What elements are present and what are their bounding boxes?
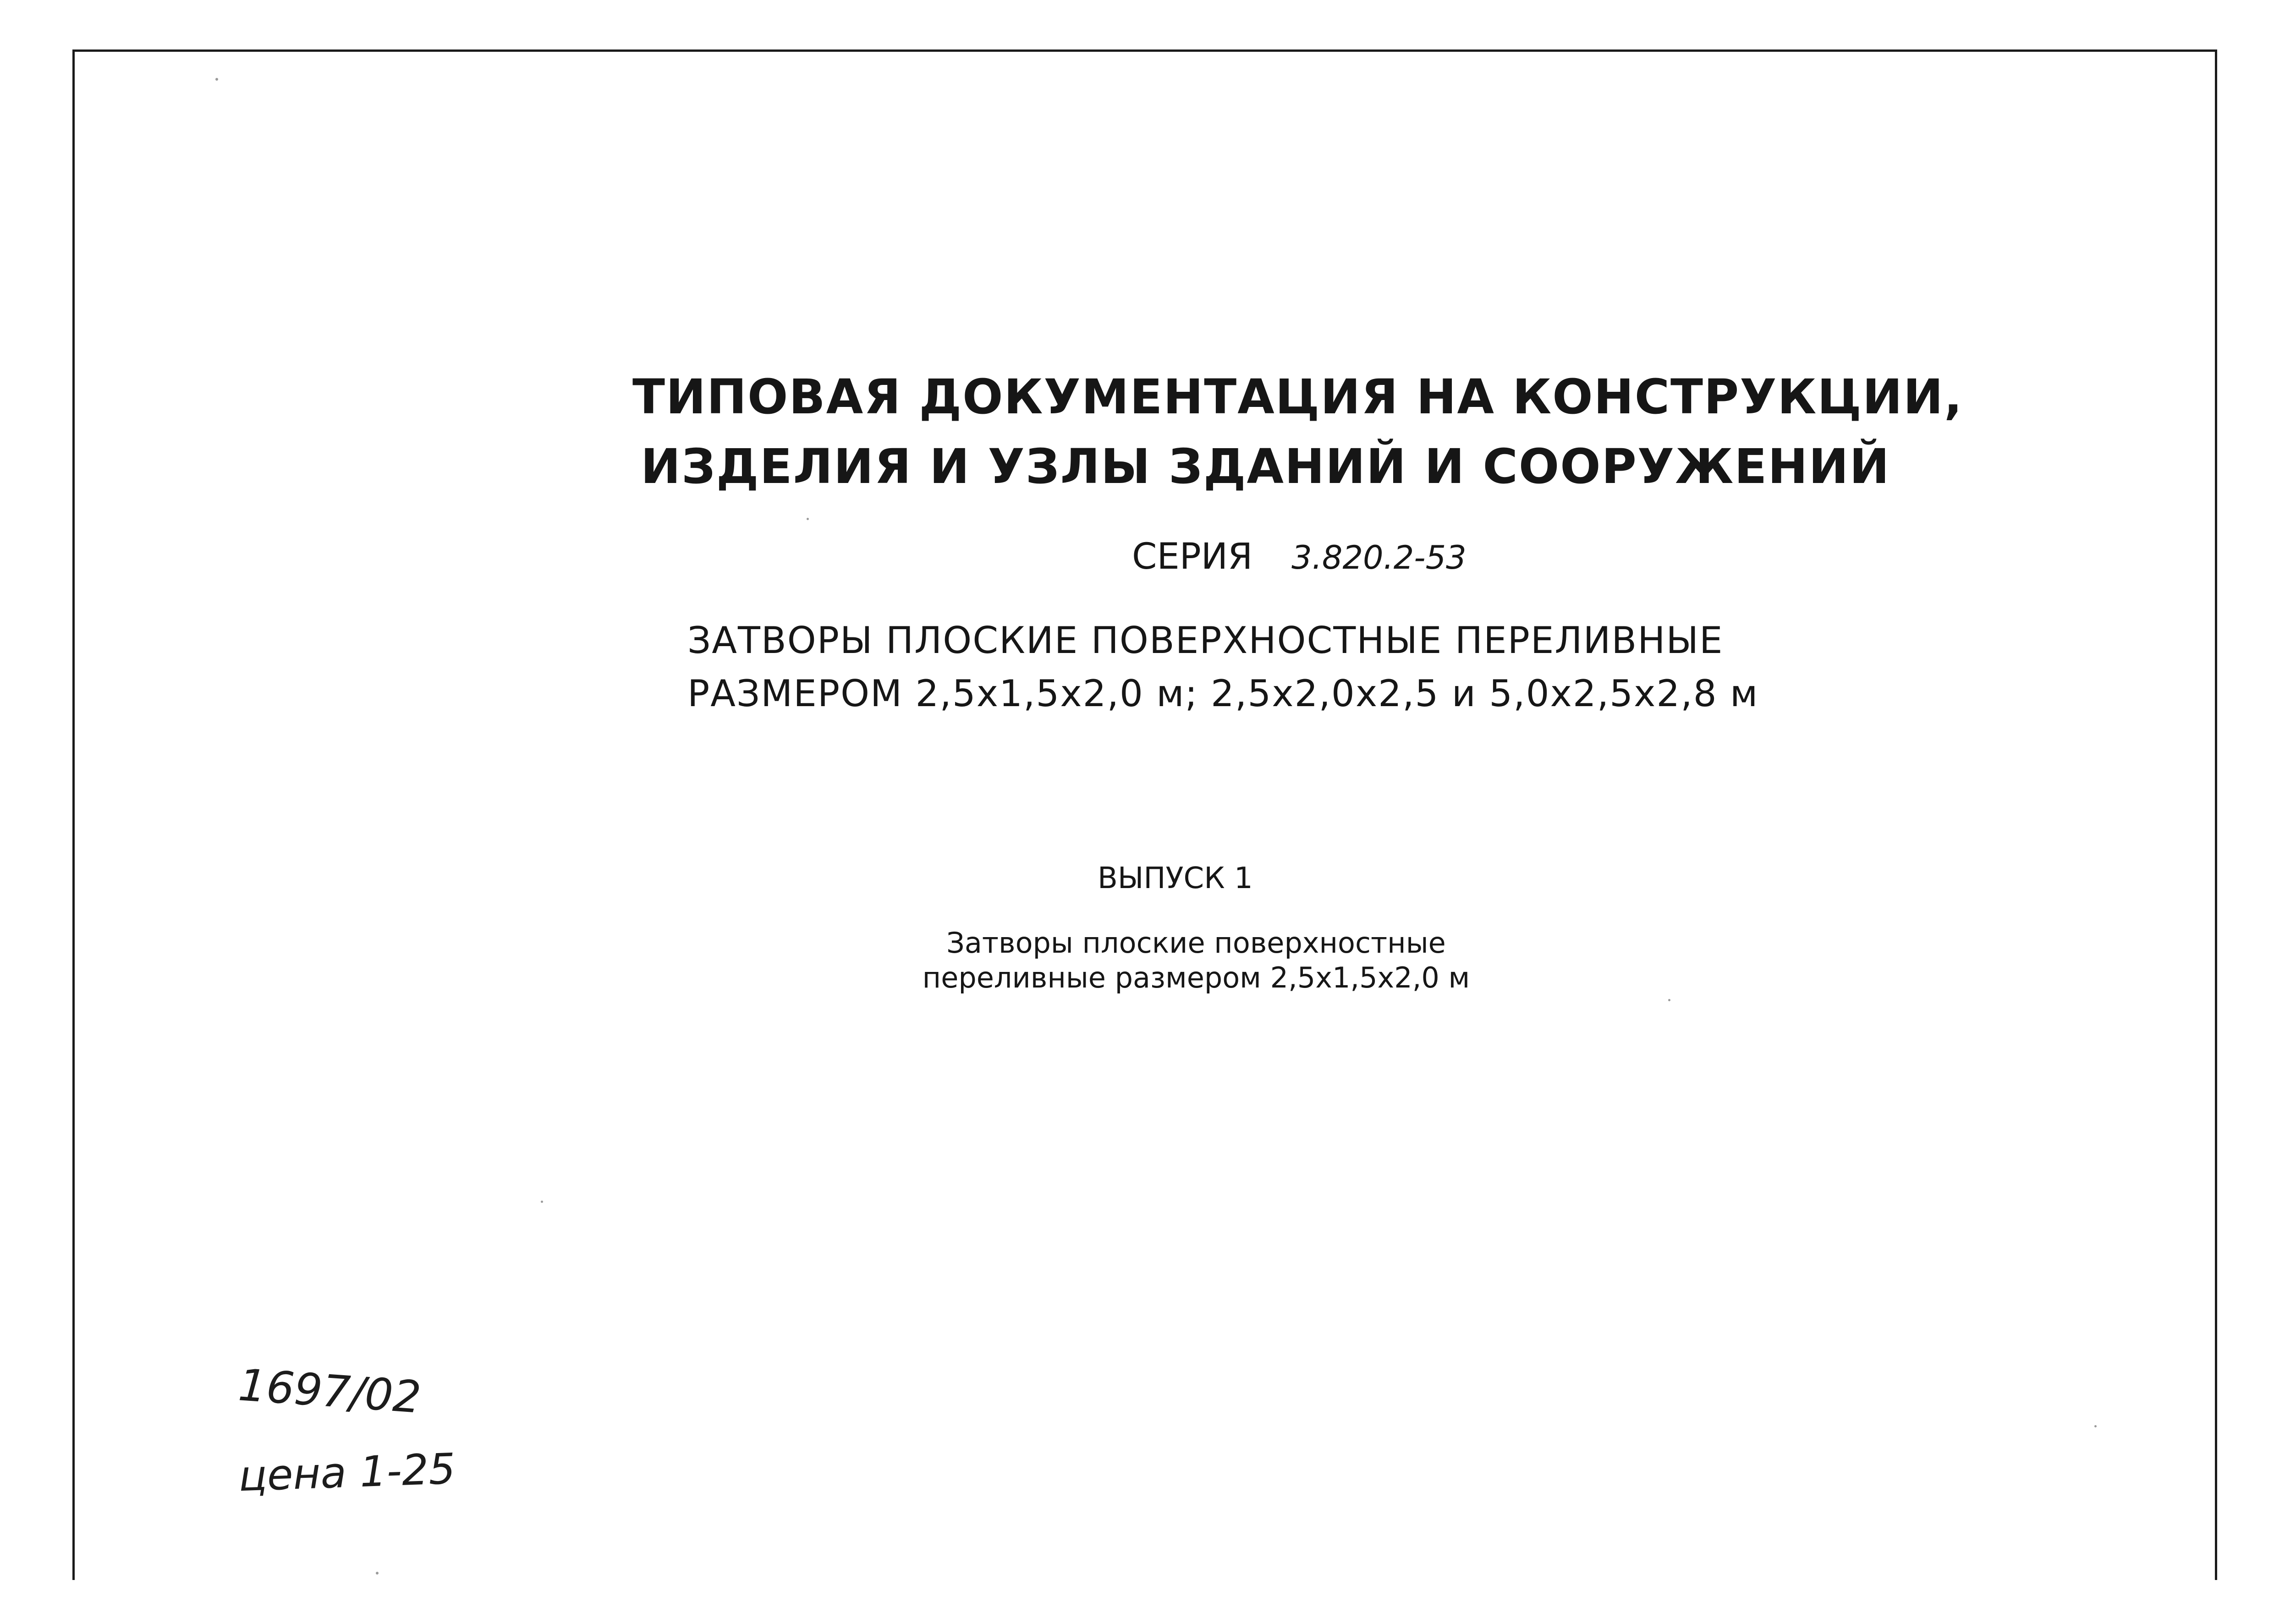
issue-description-line-2: переливные размером 2,5x1,5x2,0 м (922, 961, 1470, 994)
issue-description-line-1: Затворы плоские поверхностные (946, 926, 1446, 960)
main-title-line-1: ТИПОВАЯ ДОКУМЕНТАЦИЯ НА КОНСТРУКЦИИ, (632, 369, 1963, 425)
scan-speck (2094, 1425, 2097, 1427)
scan-speck (215, 78, 218, 81)
handwritten-price: цена 1-25 (237, 1444, 456, 1501)
series-designation (1132, 536, 1467, 577)
scan-speck (376, 1572, 379, 1575)
main-title-line-2: ИЗДЕЛИЯ И УЗЛЫ ЗДАНИЙ И СООРУЖЕНИЙ (641, 439, 1890, 494)
subtitle-line-2: РАЗМЕРОМ 2,5x1,5x2,0 м; 2,5x2,0x2,5 и 5,0x2,5x2,8 м (687, 672, 1759, 715)
scan-speck (807, 518, 809, 520)
series-label: СЕРИЯ (1132, 536, 1253, 577)
handwritten-code: 1697/02 (236, 1359, 423, 1423)
main-title (632, 362, 1963, 501)
scan-speck (541, 1201, 543, 1203)
issue-description (898, 926, 1494, 995)
scan-speck (1668, 999, 1670, 1001)
subtitle (687, 614, 1758, 720)
sheet-frame (72, 49, 2217, 1580)
subtitle-line-1: ЗАТВОРЫ ПЛОСКИЕ ПОВЕРХНОСТНЫЕ ПЕРЕЛИВНЫЕ (687, 619, 1724, 662)
issue-label: ВЫПУСК 1 (1098, 861, 1253, 895)
series-number: 3.820.2-53 (1291, 539, 1467, 576)
